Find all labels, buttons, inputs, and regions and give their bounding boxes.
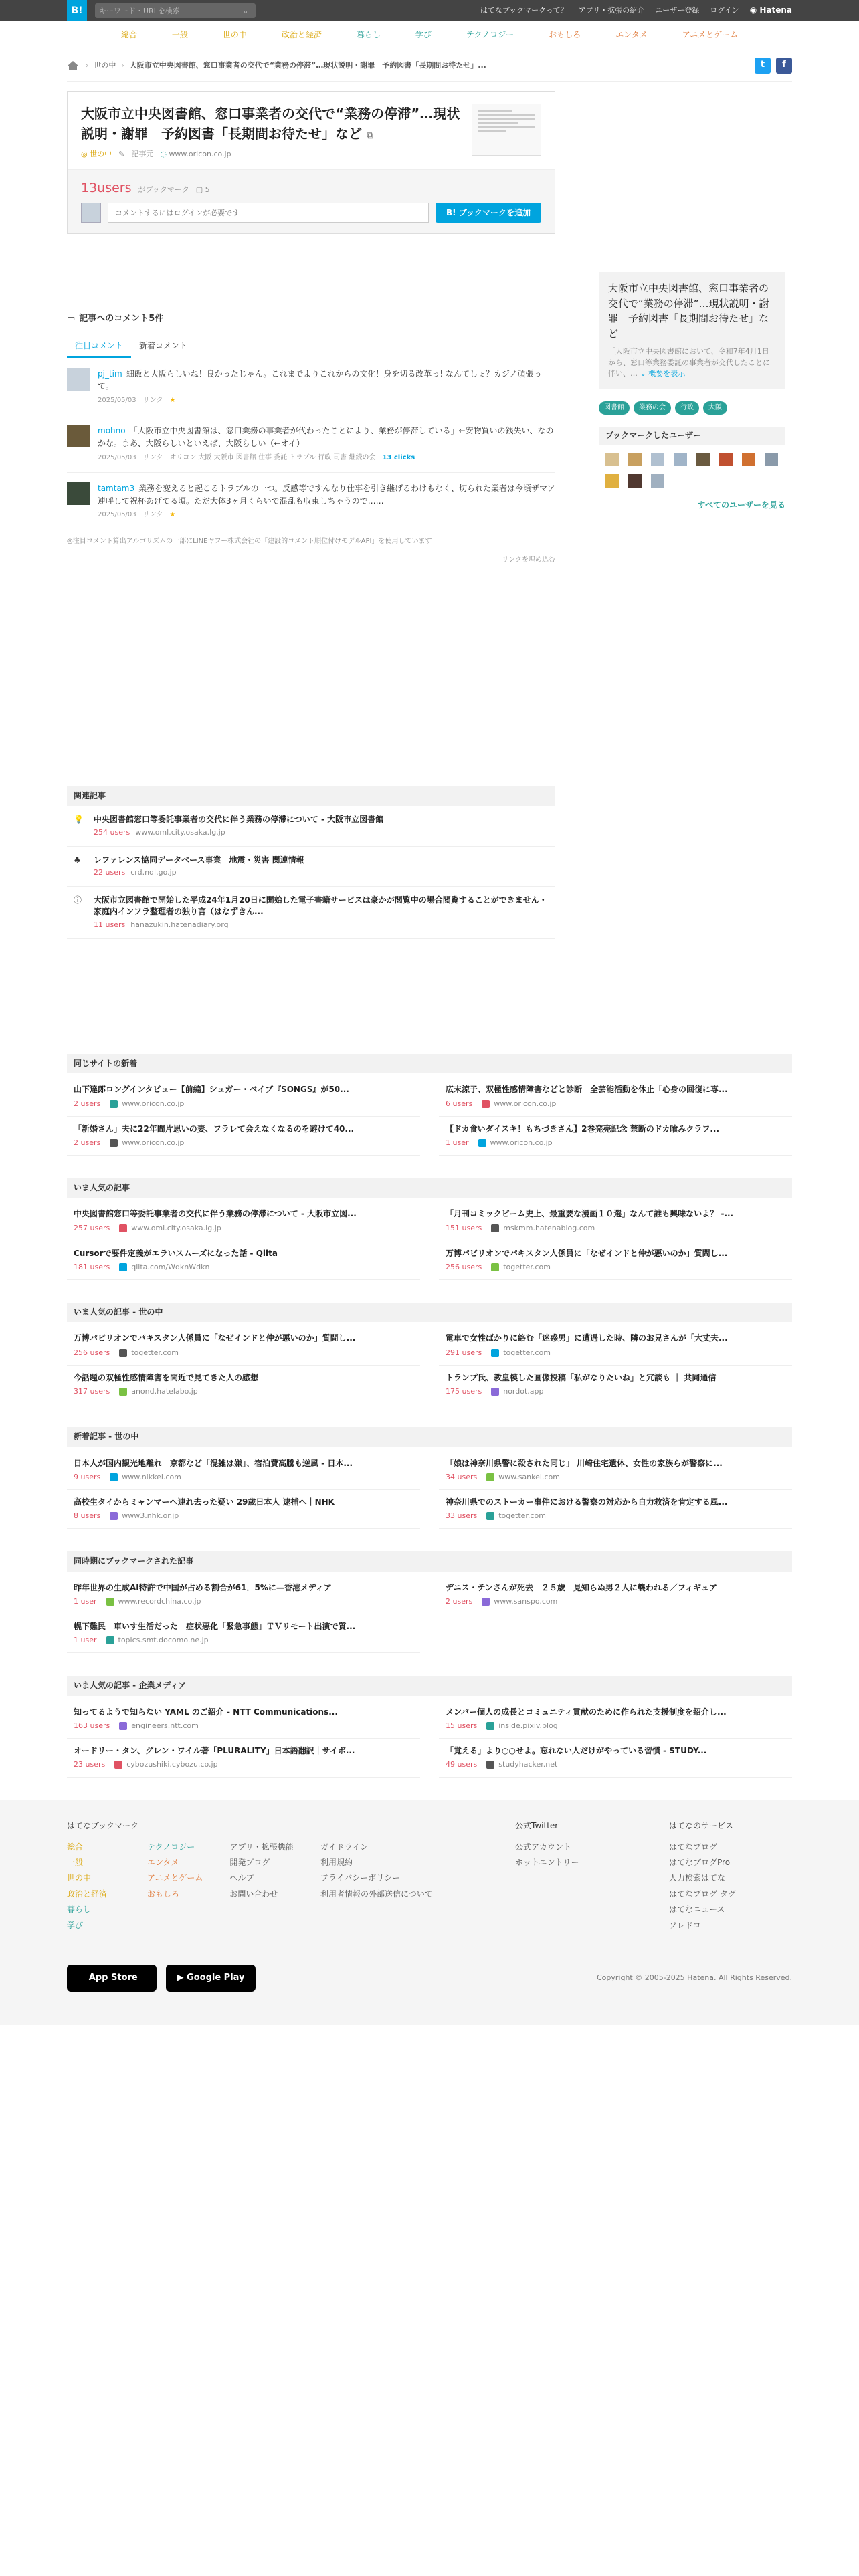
footer-link[interactable]: おもしろ xyxy=(147,1889,180,1899)
comment-item xyxy=(67,473,555,530)
domain[interactable]: togetter.com xyxy=(131,1348,179,1357)
list-item[interactable] xyxy=(439,1490,792,1529)
article-section xyxy=(67,1551,792,1653)
category-tab[interactable]: 政治と経済 xyxy=(281,30,322,40)
users-count[interactable]: 256 users xyxy=(74,1348,110,1357)
footer-link[interactable]: 利用者情報の外部送信について xyxy=(320,1889,433,1899)
article-title[interactable]: 高校生タイからミャンマーへ連れ去った疑い 29歳日本人 逮捕へ｜NHK xyxy=(74,1497,335,1507)
article-section xyxy=(67,1676,792,1778)
list-item[interactable] xyxy=(67,1451,420,1490)
users-count[interactable]: 2 users xyxy=(74,1099,101,1108)
domain[interactable]: cybozushiki.cybozu.co.jp xyxy=(126,1760,218,1769)
tag-badge[interactable]: 行政 xyxy=(675,401,699,415)
users-count[interactable]: 9 users xyxy=(74,1472,101,1481)
users-count[interactable]: 317 users xyxy=(74,1387,110,1396)
tab-popular[interactable]: 注目コメント xyxy=(67,336,131,357)
favicon-icon xyxy=(106,1598,114,1606)
avatar xyxy=(81,203,101,223)
favicon-icon xyxy=(110,1139,118,1147)
list-item[interactable] xyxy=(67,1202,420,1241)
users-count[interactable]: 22 users xyxy=(94,867,126,877)
comment-date[interactable]: 2025/05/03 xyxy=(98,511,136,519)
category-tab[interactable]: 学び xyxy=(415,30,432,40)
footer-link[interactable]: 総合 xyxy=(67,1842,84,1852)
list-item[interactable] xyxy=(67,1117,420,1156)
footer-link[interactable]: お問い合わせ xyxy=(229,1889,278,1899)
edit-icon[interactable]: ✎ xyxy=(118,150,125,158)
about-link[interactable]: はてなブックマークって？ xyxy=(480,6,568,15)
show-summary-link[interactable]: ⌄ 概要を表示 xyxy=(640,369,686,378)
comment-date[interactable]: 2025/05/03 xyxy=(98,453,136,461)
list-item[interactable] xyxy=(67,1739,420,1778)
comment-text: 業務を変えると起こるトラブルの一つ。反感等ですんなり仕事を引き継げるわけもなく、切られた業者は今頃ザマア連呼して祝杯あげてる頃。ただ大体3ヶ月くらいで混乱も収束しちゃうので…… xyxy=(98,484,555,506)
user-avatar[interactable] xyxy=(651,474,664,488)
favicon-icon xyxy=(110,1100,118,1108)
category-tab[interactable]: おもしろ xyxy=(549,30,581,40)
users-count[interactable]: 13users xyxy=(81,180,132,195)
favicon-icon xyxy=(110,1473,118,1481)
section-title: 新着記事 - 世の中 xyxy=(67,1427,792,1446)
list-item[interactable] xyxy=(67,1241,420,1280)
breadcrumb xyxy=(67,49,792,82)
users-count[interactable]: 163 users xyxy=(74,1721,110,1731)
tab-new[interactable]: 新着コメント xyxy=(139,341,188,351)
user-avatar[interactable] xyxy=(628,474,642,488)
related-title: 関連記事 xyxy=(67,786,555,806)
article-section xyxy=(67,1427,792,1529)
users-count[interactable]: 175 users xyxy=(446,1387,482,1396)
favicon-icon xyxy=(491,1388,499,1396)
footer-link[interactable]: アプリ・拡張機能 xyxy=(229,1842,294,1852)
domain[interactable]: topics.smt.docomo.ne.jp xyxy=(118,1636,209,1645)
domain[interactable]: www.oricon.co.jp xyxy=(490,1138,553,1148)
domain[interactable]: www.oricon.co.jp xyxy=(122,1138,185,1148)
user-avatar[interactable] xyxy=(605,453,619,466)
entry-thumbnail[interactable] xyxy=(472,104,541,156)
domain[interactable]: crd.ndl.go.jp xyxy=(130,867,177,877)
favicon-icon xyxy=(110,1512,118,1520)
entry-card xyxy=(67,91,555,234)
list-item[interactable] xyxy=(67,1490,420,1529)
footer-link[interactable]: プライバシーポリシー xyxy=(320,1873,401,1883)
footer-link[interactable]: エンタメ xyxy=(147,1858,179,1868)
footer-services-title: はてなのサービス xyxy=(669,1821,734,1831)
domain[interactable]: www.oml.city.osaka.lg.jp xyxy=(135,827,225,837)
star-icon[interactable]: ★ xyxy=(169,396,176,404)
tag-badge[interactable]: 業務の会 xyxy=(634,401,671,415)
favicon-icon: ⓘ xyxy=(74,895,82,905)
apps-link[interactable]: アプリ・拡張の紹介 xyxy=(578,6,645,15)
users-count[interactable]: 256 users xyxy=(446,1263,482,1272)
related-title-text[interactable]: 大阪市立図書館で開始した平成24年1月20日に開始した電子書籍サービスは豪かが閲覧中の場合閲覧することができません・家庭内インフラ整理者の独り言（はなずきん... xyxy=(94,895,547,917)
domain[interactable]: togetter.com xyxy=(503,1263,551,1272)
list-item[interactable] xyxy=(67,1077,420,1116)
domain[interactable]: www.oml.city.osaka.lg.jp xyxy=(131,1223,221,1232)
list-item[interactable] xyxy=(439,1366,792,1404)
list-item[interactable] xyxy=(439,1576,792,1614)
article-title[interactable]: 「覚える」より○○せよ。忘れない人だけがやっている習慣 - STUDY... xyxy=(446,1745,707,1755)
google-play-badge[interactable]: ▶ Google Play xyxy=(166,1965,256,1992)
favicon-icon xyxy=(119,1224,127,1232)
footer-link[interactable]: 学び xyxy=(67,1920,84,1930)
users-count[interactable]: 49 users xyxy=(446,1760,478,1769)
twitter-icon[interactable]: t xyxy=(755,58,771,74)
favicon-icon xyxy=(482,1598,490,1606)
comment-link[interactable]: リンク xyxy=(142,453,163,461)
section-title: いま人気の記事 - 企業メディア xyxy=(67,1676,792,1695)
article-title[interactable]: 日本人が国内観光地離れ 京都など「混雑は嫌」、宿泊費高騰も逆風 - 日本... xyxy=(74,1458,353,1468)
related-item[interactable] xyxy=(67,847,555,887)
favicon-icon xyxy=(482,1100,490,1108)
section-title: いま人気の記事 - 世の中 xyxy=(67,1303,792,1322)
user-avatar[interactable] xyxy=(651,453,664,466)
users-count[interactable]: 11 users xyxy=(94,920,126,929)
comment-item xyxy=(67,358,555,416)
related-item[interactable] xyxy=(67,806,555,846)
comment-user[interactable]: mohno xyxy=(98,426,126,436)
category-tab[interactable]: 一般 xyxy=(171,30,188,40)
article-title[interactable]: 山下達郎ロングインタビュー【前編】シュガー・ベイブ『SONGS』が50... xyxy=(74,1085,349,1095)
footer-link[interactable]: テクノロジー xyxy=(147,1842,195,1852)
footer-link[interactable]: 政治と経済 xyxy=(67,1889,108,1899)
domain[interactable]: engineers.ntt.com xyxy=(131,1721,199,1731)
search-icon[interactable]: ⌕ xyxy=(244,7,248,16)
footer-link[interactable]: 世の中 xyxy=(67,1873,92,1883)
entry-category[interactable]: ◎ 世の中 xyxy=(81,150,112,158)
tag-badge[interactable]: 図書館 xyxy=(599,401,630,415)
footer-link[interactable]: ヘルプ xyxy=(229,1873,254,1883)
domain[interactable]: www.recordchina.co.jp xyxy=(118,1596,201,1606)
favicon-icon xyxy=(478,1139,486,1147)
category-nav xyxy=(0,21,859,49)
external-link-icon[interactable]: ⧉ xyxy=(366,130,373,141)
article-title[interactable]: 万博パビリオンでパキスタン人係員に「なぜインドと仲が悪いのか」質問し... xyxy=(74,1333,356,1344)
facebook-icon[interactable]: f xyxy=(776,58,792,74)
footer-twitter-title: 公式Twitter xyxy=(515,1821,559,1831)
article-title[interactable]: 万博パビリオンでパキスタン人係員に「なぜインドと仲が悪いのか」質問し... xyxy=(446,1248,728,1258)
home-icon[interactable] xyxy=(67,60,80,71)
related-section xyxy=(67,786,555,939)
comments-title: 記事へのコメント5件 xyxy=(79,314,164,324)
article-title[interactable]: 神奈川県でのストーカー事件における警察の対応から自力救済を肯定する風... xyxy=(446,1497,728,1507)
comment-icon: ▭ xyxy=(67,314,76,324)
favicon-icon xyxy=(119,1722,127,1730)
favicon-icon xyxy=(114,1761,122,1769)
users-count[interactable]: 2 users xyxy=(446,1596,473,1606)
article-title[interactable]: 幌下難民 車いす生活だった 症状悪化「緊急事態」ＴＶリモート出演で質... xyxy=(74,1621,356,1631)
footer-link[interactable]: はてなブログ タグ xyxy=(669,1889,736,1899)
article-title[interactable]: デニス・テンさんが死去 ２５歳 見知らぬ男２人に襲われる／フィギュア xyxy=(446,1582,717,1592)
app-store-badge[interactable]: App Store xyxy=(67,1965,157,1992)
category-tab[interactable]: アニメとゲーム xyxy=(682,30,739,40)
category-tab[interactable]: 暮らし xyxy=(356,30,381,40)
users-count[interactable]: 6 users xyxy=(446,1099,473,1108)
list-item[interactable] xyxy=(439,1451,792,1490)
footer-link[interactable]: アニメとゲーム xyxy=(147,1873,203,1883)
footer-link[interactable]: はてなニュース xyxy=(669,1905,725,1915)
comment-clicks[interactable]: 13 clicks xyxy=(382,453,415,461)
comment-text: 「大阪市立中央図書館は、窓口業務の事業者が代わったことにより、業務が停滞している」←安物買いの銭失い、なのかな。まあ、大阪らしいといえば、大阪らしい（←オイ） xyxy=(98,426,554,448)
article-title[interactable]: 「娘は神奈川県警に殺された同じ」 川崎住宅遺体、女性の家族らが警察に... xyxy=(446,1458,723,1468)
list-item[interactable] xyxy=(439,1241,792,1280)
bookmark-label: がブックマーク xyxy=(138,185,189,194)
comment-input[interactable] xyxy=(108,203,429,223)
favicon-icon xyxy=(486,1512,494,1520)
hatena-label: Hatena xyxy=(759,5,792,15)
kiji-label: 記事元 xyxy=(131,150,154,158)
user-avatar[interactable] xyxy=(628,453,642,466)
list-item[interactable] xyxy=(67,1366,420,1404)
domain[interactable]: hanazukin.hatenadiary.org xyxy=(130,920,229,929)
sidebar-summary xyxy=(599,272,785,389)
favicon-icon xyxy=(119,1263,127,1271)
article-section xyxy=(67,1303,792,1404)
footer-link[interactable]: ホットエントリー xyxy=(515,1858,579,1868)
domain[interactable]: togetter.com xyxy=(498,1511,546,1521)
add-bookmark-button[interactable]: B! ブックマークを追加 xyxy=(436,203,541,223)
users-count[interactable]: 257 users xyxy=(74,1223,110,1232)
list-item[interactable] xyxy=(67,1326,420,1365)
related-title-text[interactable]: レファレンス協同データベース事業 地震・災害 関連情報 xyxy=(94,855,304,865)
domain[interactable]: inside.pixiv.blog xyxy=(498,1721,558,1731)
article-title[interactable]: オードリー・タン、グレン・ワイル著「PLURALITY」日本語翻訳｜サイボ... xyxy=(74,1745,355,1755)
user-avatar[interactable] xyxy=(765,453,778,466)
all-users-link[interactable]: すべてのユーザーを見る xyxy=(697,500,785,510)
sidebar xyxy=(585,91,785,1027)
footer-link[interactable]: はてなブログ xyxy=(669,1842,718,1852)
comment-user[interactable]: tamtam3 xyxy=(98,484,135,494)
category-tab[interactable]: エンタメ xyxy=(615,30,648,40)
article-title[interactable]: 今話題の双極性感情障害を間近で見てきた人の感想 xyxy=(74,1372,259,1382)
article-title[interactable]: 【ドカ食いダイスキ！もちづきさん】2巻発売記念 禁断のドカ喰みクラフ... xyxy=(446,1123,720,1134)
footer-link[interactable]: ソレドコ xyxy=(669,1920,701,1930)
favicon-icon xyxy=(491,1263,499,1271)
algorithm-note: ◎注目コメント算出アルゴリズムの一部にLINEヤフー株式会社の「建設的コメント順位付けモデルAPI」を使用しています xyxy=(67,537,432,545)
domain[interactable]: www.sanspo.com xyxy=(494,1596,558,1606)
embed-link[interactable]: リンクを埋め込む xyxy=(502,556,555,564)
star-icon[interactable]: ★ xyxy=(169,511,176,519)
category-tab[interactable]: テクノロジー xyxy=(466,30,514,40)
breadcrumb-separator-icon: › xyxy=(121,60,124,70)
favicon-icon xyxy=(491,1224,499,1232)
users-count[interactable]: 23 users xyxy=(74,1760,106,1769)
comment-user[interactable]: pj_tim xyxy=(98,368,122,379)
entry-title[interactable]: 大阪市立中央図書館、窓口事業者の交代で“業務の停滞”…現状説明・謝罪 予約図書「長期間お待たせ」など ⧉ xyxy=(81,106,460,142)
favicon-icon xyxy=(486,1473,494,1481)
article-title[interactable]: 「月刊コミックビーム史上、最重要な漫画１０選」なんて誰も興味ないよ？ -... xyxy=(446,1209,734,1219)
share-buttons xyxy=(755,58,792,74)
footer-link[interactable]: 暮らし xyxy=(67,1905,92,1915)
domain[interactable]: www.nikkei.com xyxy=(122,1472,181,1481)
users-count[interactable]: 33 users xyxy=(446,1511,478,1521)
hatena-bookmark-logo[interactable]: B! xyxy=(67,0,87,21)
article-title[interactable]: 電車で女性ばかりに絡む「迷惑男」に遭遇した時、隣のお兄さんが「大丈夫... xyxy=(446,1333,728,1344)
user-avatar[interactable] xyxy=(719,453,733,466)
domain[interactable]: anond.hatelabo.jp xyxy=(131,1387,198,1396)
domain[interactable]: togetter.com xyxy=(503,1348,551,1357)
footer-link[interactable]: 公式アカウント xyxy=(515,1842,571,1852)
register-link[interactable]: ユーザー登録 xyxy=(655,6,700,15)
domain[interactable]: www3.nhk.or.jp xyxy=(122,1511,179,1521)
list-item[interactable] xyxy=(67,1614,420,1653)
category-tab[interactable]: 総合 xyxy=(120,30,137,40)
article-title[interactable]: メンバー個人の成長とコミュニティ貢献のために作られた支援制度を紹介し... xyxy=(446,1707,727,1717)
section-title: 同時期にブックマークされた記事 xyxy=(67,1551,792,1571)
favicon-icon xyxy=(486,1722,494,1730)
users-count[interactable]: 181 users xyxy=(74,1263,110,1272)
users-count[interactable]: 1 user xyxy=(74,1636,97,1645)
users-count[interactable]: 1 user xyxy=(74,1596,97,1606)
search-box[interactable] xyxy=(95,3,256,18)
list-item[interactable] xyxy=(67,1576,420,1614)
sidebar-desc: 「大阪市立中央図書館において、令和7年4月1日から、窓口等業務委託の事業者が交代したことに伴い、… xyxy=(608,347,770,378)
domain[interactable]: studyhacker.net xyxy=(498,1760,558,1769)
related-title-text[interactable]: 中央図書館窓口等委託事業者の交代に伴う業務の停滞について - 大阪市立図書館 xyxy=(94,815,384,825)
list-item[interactable] xyxy=(439,1700,792,1739)
favicon-icon xyxy=(491,1349,499,1357)
footer-link[interactable]: 開発ブログ xyxy=(229,1858,270,1868)
search-input[interactable] xyxy=(99,7,244,15)
footer-link[interactable]: ガイドライン xyxy=(320,1842,369,1852)
footer xyxy=(0,1800,859,2025)
users-count[interactable]: 8 users xyxy=(74,1511,101,1521)
article-title[interactable]: 中央図書館窓口等委託事業者の交代に伴う業務の停滞について - 大阪市立図... xyxy=(74,1209,357,1219)
user-avatar[interactable] xyxy=(696,453,710,466)
footer-link[interactable]: はてなブログPro xyxy=(669,1858,731,1868)
favicon-icon xyxy=(486,1761,494,1769)
favicon-icon xyxy=(119,1388,127,1396)
hatena-logo[interactable]: ◉ Hatena xyxy=(749,5,792,15)
favicon-icon xyxy=(119,1349,127,1357)
login-link[interactable]: ログイン xyxy=(710,6,739,15)
list-item[interactable] xyxy=(439,1202,792,1241)
section-title: いま人気の記事 xyxy=(67,1178,792,1198)
article-title[interactable]: Cursorで要件定義がエラいスムーズになった話 - Qiita xyxy=(74,1248,278,1258)
breadcrumb-separator-icon: › xyxy=(86,60,89,70)
user-avatar[interactable] xyxy=(67,425,90,447)
bookmark-users-title: ブックマークしたユーザー xyxy=(599,427,785,445)
list-item[interactable] xyxy=(439,1739,792,1778)
user-avatar[interactable] xyxy=(605,474,619,488)
comment-text: 細飯と大阪らしいね！良かったじゃん。これまでよりこれからの文化！身を切る改革っ! なんてしょ？カジノ頑張って。 xyxy=(98,368,542,391)
list-item[interactable] xyxy=(67,1700,420,1739)
article-title[interactable]: 知ってるようで知らない YAML のご紹介 - NTT Communications... xyxy=(74,1707,338,1717)
breadcrumb-category[interactable]: 世の中 xyxy=(94,60,116,70)
users-count[interactable]: 2 users xyxy=(74,1138,101,1148)
domain[interactable]: mskmm.hatenablog.com xyxy=(503,1223,595,1232)
favicon-icon: ♣ xyxy=(74,855,81,865)
copyright: Copyright © 2005-2025 Hatena. All Rights Reserved. xyxy=(596,1973,792,1983)
comment-item xyxy=(67,415,555,473)
article-title[interactable]: 広末涼子、双極性感情障害などと診断 全芸能活動を休止「心身の回復に専... xyxy=(446,1085,728,1095)
play-icon: ▶ xyxy=(177,1972,184,1983)
related-item[interactable] xyxy=(67,887,555,939)
footer-link[interactable]: 一般 xyxy=(67,1858,84,1868)
article-section xyxy=(67,1054,792,1156)
list-item[interactable] xyxy=(439,1117,792,1156)
favicon-icon: 💡 xyxy=(74,815,84,825)
section-title: 同じサイトの新着 xyxy=(67,1054,792,1073)
user-avatar[interactable] xyxy=(674,453,687,466)
top-bar xyxy=(0,0,859,21)
comment-link[interactable]: リンク xyxy=(142,511,163,519)
comment-tags[interactable]: オリコン 大阪 大阪市 図書館 仕事 委託 トラブル 行政 司書 継続の会 xyxy=(169,453,376,461)
domain[interactable]: qiita.com/WdknWdkn xyxy=(131,1263,210,1272)
user-avatar[interactable] xyxy=(67,368,90,391)
user-avatar[interactable] xyxy=(742,453,755,466)
domain[interactable]: nordot.app xyxy=(503,1387,544,1396)
breadcrumb-title: 大阪市立中央図書館、窓口事業者の交代で“業務の停滞”…現状説明・謝罪 予約図書「長期間お待たせ」... xyxy=(129,60,486,70)
comment-date[interactable]: 2025/05/03 xyxy=(98,396,136,404)
footer-link[interactable]: 利用規約 xyxy=(320,1858,353,1868)
article-title[interactable]: 昨年世界の生成AI特許で中国が占める割合が61．5%に—香港メディア xyxy=(74,1582,332,1592)
users-count[interactable]: 151 users xyxy=(446,1223,482,1232)
domain[interactable]: www.oricon.co.jp xyxy=(122,1099,185,1108)
favicon-icon xyxy=(106,1636,114,1644)
tag-badge[interactable]: 大阪 xyxy=(703,401,727,415)
comment-link[interactable]: リンク xyxy=(142,396,163,404)
article-section xyxy=(67,1178,792,1280)
domain[interactable]: www.oricon.co.jp xyxy=(494,1099,557,1108)
user-avatar[interactable] xyxy=(67,482,90,505)
users-count[interactable]: 291 users xyxy=(446,1348,482,1357)
footer-link[interactable]: 人力検索はてな xyxy=(669,1873,726,1883)
article-title[interactable]: トランプ氏、教皇模した画像投稿「私がなりたいね」と冗談も ｜ 共同通信 xyxy=(446,1372,717,1382)
users-count[interactable]: 1 user xyxy=(446,1138,469,1148)
list-item[interactable] xyxy=(439,1077,792,1116)
comment-count: ▢ 5 xyxy=(195,185,210,194)
users-count[interactable]: 254 users xyxy=(94,827,130,837)
category-tab[interactable]: 世の中 xyxy=(222,30,247,40)
top-nav xyxy=(480,5,792,16)
entry-domain[interactable]: ◌ www.oricon.co.jp xyxy=(160,150,231,158)
comments-section xyxy=(67,313,555,565)
domain[interactable]: www.sankei.com xyxy=(498,1472,560,1481)
sidebar-title[interactable]: 大阪市立中央図書館、窓口事業者の交代で“業務の停滞”…現状説明・謝罪 予約図書「長期間お待たせ」など xyxy=(608,282,769,340)
users-count[interactable]: 15 users xyxy=(446,1721,478,1731)
article-title[interactable]: 「新婚さん」夫に22年間片思いの妻、フラレて会えなくなるのを避けて40... xyxy=(74,1123,355,1134)
list-item[interactable] xyxy=(439,1326,792,1365)
users-count[interactable]: 34 users xyxy=(446,1472,478,1481)
footer-bookmark-title: はてなブックマーク xyxy=(67,1821,139,1831)
